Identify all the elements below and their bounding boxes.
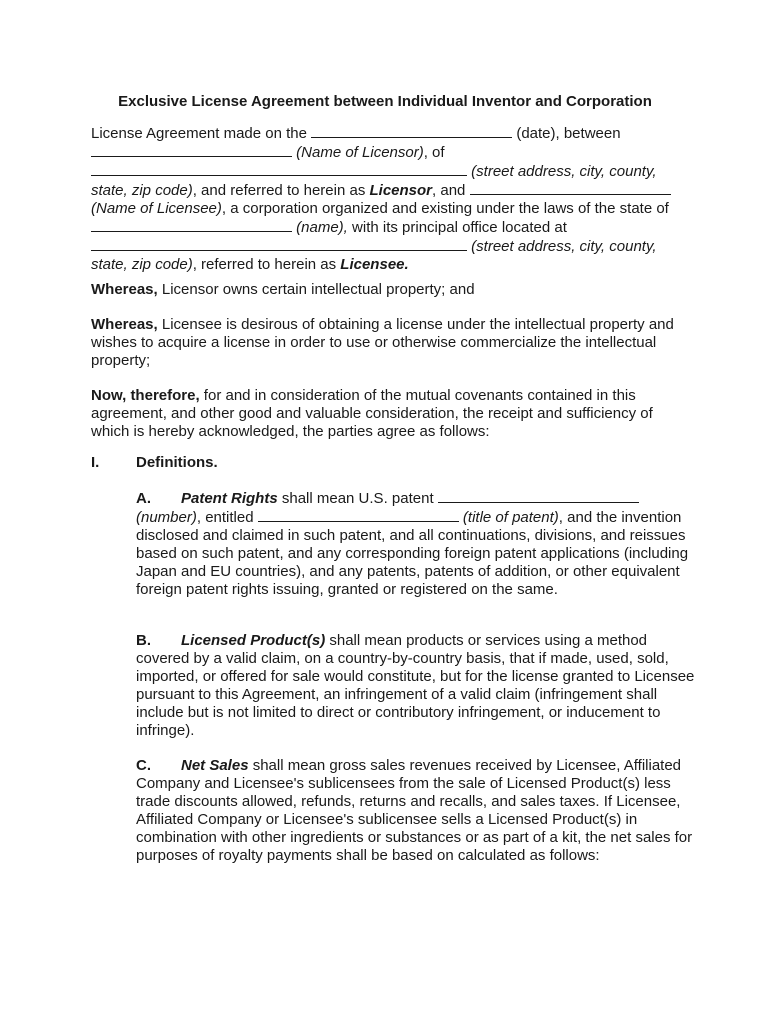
definition-a-letter: A.	[136, 490, 151, 507]
licensee-name-blank[interactable]	[470, 181, 671, 195]
definition-b-text: shall mean products or services using a method covered by a valid claim, on a country-by-country basis, that if made, used, sold, imported, or offered for sale would constitute, but for the license granted to Licensee pursuant to this Agreement, an infringement of a valid claim (infringement shall include but is not limited to direct or contributory infringement, or inducement to infringe).	[136, 632, 695, 739]
patent-number-blank[interactable]	[438, 489, 639, 503]
whereas-text-1: Licensor owns certain intellectual property; and	[157, 281, 475, 298]
licensor-address-blank[interactable]	[91, 162, 467, 176]
intro-text-1: License Agreement made on the	[91, 125, 312, 142]
intro-text-10: , a corporation organized and existing under the laws of the state of	[221, 200, 669, 217]
licensor-address-label: (street address, city, county, state, zip code)	[91, 163, 657, 199]
document-title: Exclusive License Agreement between Individual Inventor and Corporation	[118, 93, 652, 110]
definition-c-letter: C.	[136, 757, 151, 774]
intro-text-4: , of	[423, 144, 445, 161]
licensee-address-blank[interactable]	[91, 237, 467, 251]
now-therefore-label: Now, therefore,	[91, 387, 200, 404]
licensor-name-label: (Name of Licensor)	[292, 144, 424, 161]
licensee-term: Licensee.	[340, 256, 409, 273]
definition-a	[136, 489, 696, 599]
date-blank[interactable]	[311, 124, 512, 138]
definition-b-letter: B.	[136, 632, 151, 649]
licensor-term: Licensor	[369, 182, 433, 199]
now-therefore-text: for and in consideration of the mutual covenants contained in this agreement, and other good and valuable consideration, the receipt and sufficiency of which is hereby acknowledged, the parties agree as follows:	[91, 387, 653, 440]
licensor-name-blank[interactable]	[91, 143, 292, 157]
now-therefore-paragraph	[91, 387, 691, 441]
licensed-products-term: Licensed Product(s)	[181, 632, 326, 649]
intro-text-8: , and	[432, 182, 470, 199]
definition-a-text-5: , and the invention disclosed and claimed in such patent, and all continuations, divisions, and reissues based on such patent, and any corresponding foreign patent applications (including Japan and EU countries), and any patents, patents of addition, or other equivalent foreign patent rights issuing, granted or registered on the same.	[136, 509, 689, 598]
intro-text-12: with its principal office located at	[347, 219, 567, 236]
definition-a-text-1: shall mean U.S. patent	[277, 490, 438, 507]
definition-c	[136, 757, 696, 865]
whereas-label-1: Whereas,	[91, 281, 158, 298]
licensee-address-label: (street address, city, county, state, zip code)	[91, 238, 657, 273]
definition-c-text: shall mean gross sales revenues received by Licensee, Affiliated Company and Licensee's sublicensees from the sale of Licensed Product(s) less trade discounts allowed, refunds, returns and recalls, and sales taxes. If Licensee, Affiliated Company or Licensee's sublicensee sells a Licensed Product(s) in combination with other ingredients or substances or as part of a kit, the net sales for purposes of royalty payments shall be based on calculated as follows:	[136, 757, 693, 864]
intro-text-2: (date), between	[512, 125, 621, 142]
whereas-label-2: Whereas,	[91, 316, 158, 333]
patent-title-blank[interactable]	[258, 508, 459, 522]
whereas-text-2: Licensee is desirous of obtaining a license under the intellectual property and wishes to acquire a license in order to use or otherwise commercialize the intellectual property;	[91, 316, 674, 369]
net-sales-term: Net Sales	[181, 757, 249, 774]
state-name-label: (name),	[292, 219, 348, 236]
patent-title-label: (title of patent)	[458, 509, 559, 526]
intro-text-14: , referred to herein as	[192, 256, 341, 273]
definition-b	[136, 632, 696, 740]
definition-a-text-3: , entitled	[196, 509, 258, 526]
section-title: Definitions.	[136, 454, 218, 471]
licensee-name-label: (Name of Licensee)	[91, 200, 222, 217]
intro-text-6: , and referred to herein as	[192, 182, 370, 199]
whereas-paragraph-1	[91, 281, 691, 299]
whereas-paragraph-2	[91, 316, 691, 370]
section-number: I.	[91, 454, 100, 471]
patent-number-label: (number)	[136, 509, 197, 526]
patent-rights-term: Patent Rights	[181, 490, 278, 507]
intro-paragraph	[91, 124, 691, 274]
state-name-blank[interactable]	[91, 218, 292, 232]
